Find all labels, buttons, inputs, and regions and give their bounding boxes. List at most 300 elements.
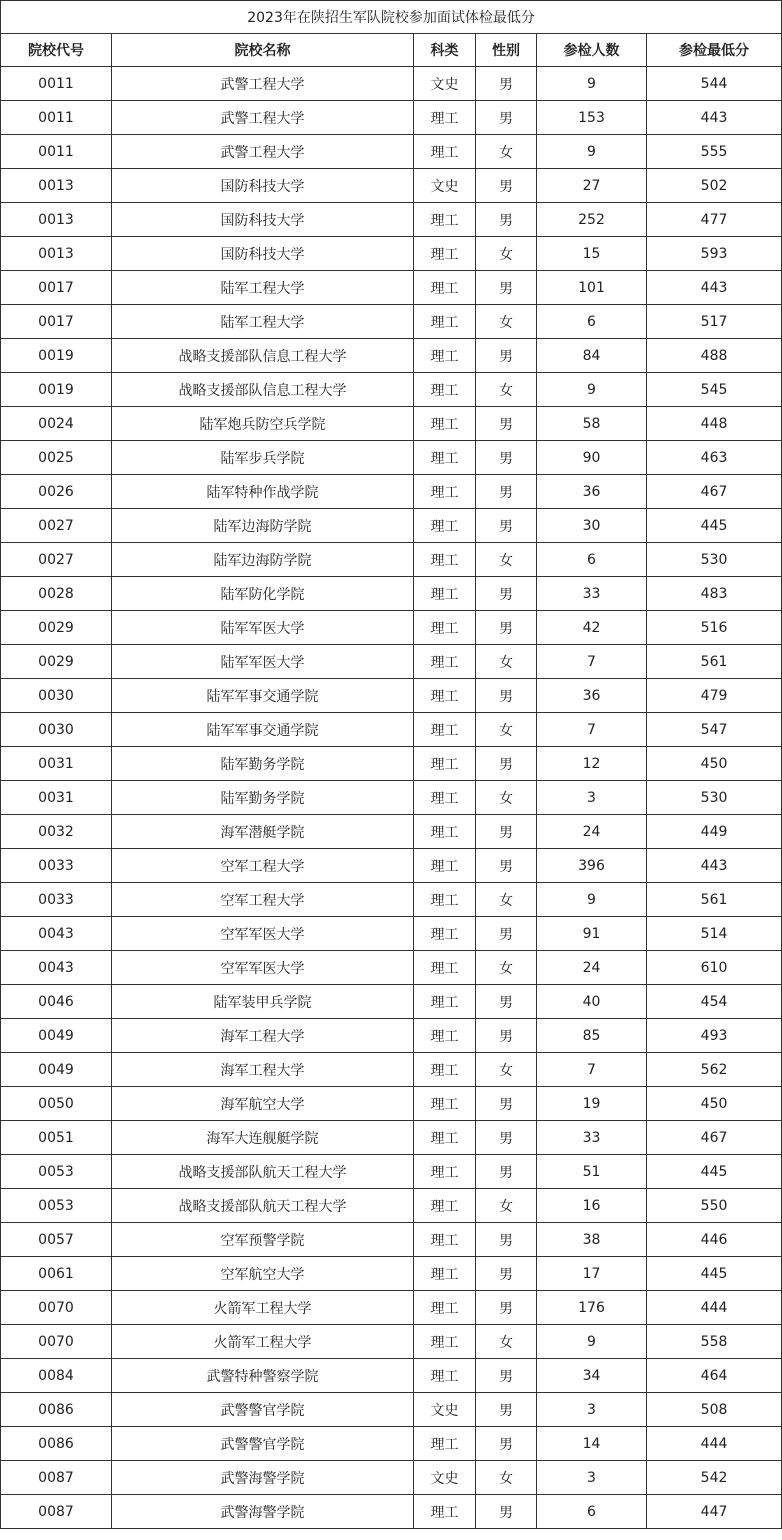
cell-school-name: 空军军医大学 <box>112 951 414 985</box>
cell-exam-count: 58 <box>537 407 647 441</box>
cell-school-code: 0019 <box>1 373 112 407</box>
cell-subject: 文史 <box>414 1393 476 1427</box>
cell-exam-count: 15 <box>537 237 647 271</box>
cell-school-code: 0033 <box>1 849 112 883</box>
cell-exam-count: 16 <box>537 1189 647 1223</box>
cell-school-code: 0057 <box>1 1223 112 1257</box>
cell-school-code: 0030 <box>1 713 112 747</box>
cell-min-score: 445 <box>647 509 782 543</box>
table-row <box>1 1087 782 1121</box>
cell-subject: 理工 <box>414 1427 476 1461</box>
table-row <box>1 1325 782 1359</box>
cell-subject: 理工 <box>414 1257 476 1291</box>
cell-subject: 理工 <box>414 543 476 577</box>
cell-min-score: 444 <box>647 1427 782 1461</box>
cell-min-score: 502 <box>647 169 782 203</box>
cell-school-name: 空军工程大学 <box>112 883 414 917</box>
cell-gender: 男 <box>476 849 537 883</box>
cell-subject: 理工 <box>414 611 476 645</box>
cell-gender: 男 <box>476 441 537 475</box>
cell-school-name: 陆军边海防学院 <box>112 509 414 543</box>
cell-subject: 理工 <box>414 1325 476 1359</box>
cell-exam-count: 17 <box>537 1257 647 1291</box>
cell-min-score: 448 <box>647 407 782 441</box>
cell-school-name: 火箭军工程大学 <box>112 1325 414 1359</box>
cell-school-code: 0026 <box>1 475 112 509</box>
cell-min-score: 558 <box>647 1325 782 1359</box>
cell-gender: 女 <box>476 951 537 985</box>
cell-subject: 理工 <box>414 203 476 237</box>
cell-subject: 理工 <box>414 985 476 1019</box>
cell-min-score: 514 <box>647 917 782 951</box>
cell-school-name: 海军潜艇学院 <box>112 815 414 849</box>
cell-min-score: 467 <box>647 1121 782 1155</box>
cell-gender: 男 <box>476 407 537 441</box>
table-row <box>1 1427 782 1461</box>
cell-gender: 男 <box>476 1257 537 1291</box>
table-row <box>1 441 782 475</box>
table-row <box>1 781 782 815</box>
cell-gender: 男 <box>476 1393 537 1427</box>
cell-school-name: 陆军勤务学院 <box>112 747 414 781</box>
cell-min-score: 530 <box>647 781 782 815</box>
cell-exam-count: 36 <box>537 679 647 713</box>
cell-school-code: 0030 <box>1 679 112 713</box>
cell-exam-count: 42 <box>537 611 647 645</box>
cell-subject: 理工 <box>414 679 476 713</box>
cell-gender: 男 <box>476 1087 537 1121</box>
cell-subject: 理工 <box>414 305 476 339</box>
cell-subject: 理工 <box>414 577 476 611</box>
cell-school-code: 0019 <box>1 339 112 373</box>
header-min-score: 参检最低分 <box>647 34 782 67</box>
cell-school-code: 0017 <box>1 271 112 305</box>
cell-school-code: 0087 <box>1 1461 112 1495</box>
cell-school-name: 战略支援部队信息工程大学 <box>112 339 414 373</box>
cell-gender: 男 <box>476 747 537 781</box>
cell-gender: 男 <box>476 1223 537 1257</box>
cell-gender: 男 <box>476 577 537 611</box>
cell-exam-count: 90 <box>537 441 647 475</box>
cell-exam-count: 176 <box>537 1291 647 1325</box>
cell-school-name: 陆军炮兵防空兵学院 <box>112 407 414 441</box>
table-row <box>1 917 782 951</box>
cell-exam-count: 51 <box>537 1155 647 1189</box>
cell-gender: 女 <box>476 713 537 747</box>
cell-min-score: 561 <box>647 645 782 679</box>
cell-gender: 男 <box>476 475 537 509</box>
cell-min-score: 454 <box>647 985 782 1019</box>
cell-min-score: 516 <box>647 611 782 645</box>
cell-school-code: 0053 <box>1 1155 112 1189</box>
table-row <box>1 509 782 543</box>
cell-school-code: 0027 <box>1 509 112 543</box>
table-row <box>1 271 782 305</box>
cell-school-name: 战略支援部队信息工程大学 <box>112 373 414 407</box>
cell-school-name: 陆军装甲兵学院 <box>112 985 414 1019</box>
cell-school-name: 海军航空大学 <box>112 1087 414 1121</box>
cell-exam-count: 30 <box>537 509 647 543</box>
cell-school-name: 空军预警学院 <box>112 1223 414 1257</box>
cell-school-code: 0053 <box>1 1189 112 1223</box>
header-gender: 性别 <box>476 34 537 67</box>
cell-min-score: 544 <box>647 67 782 101</box>
cell-min-score: 517 <box>647 305 782 339</box>
header-exam-count: 参检人数 <box>537 34 647 67</box>
cell-exam-count: 12 <box>537 747 647 781</box>
cell-exam-count: 19 <box>537 1087 647 1121</box>
cell-exam-count: 7 <box>537 713 647 747</box>
cell-min-score: 493 <box>647 1019 782 1053</box>
cell-gender: 男 <box>476 1291 537 1325</box>
cell-min-score: 555 <box>647 135 782 169</box>
cell-exam-count: 9 <box>537 1325 647 1359</box>
cell-subject: 理工 <box>414 1155 476 1189</box>
cell-school-code: 0011 <box>1 67 112 101</box>
cell-school-code: 0043 <box>1 917 112 951</box>
cell-subject: 理工 <box>414 883 476 917</box>
cell-school-name: 战略支援部队航天工程大学 <box>112 1189 414 1223</box>
cell-subject: 理工 <box>414 135 476 169</box>
cell-min-score: 443 <box>647 271 782 305</box>
cell-school-code: 0031 <box>1 747 112 781</box>
cell-gender: 女 <box>476 543 537 577</box>
cell-gender: 男 <box>476 509 537 543</box>
cell-school-name: 武警工程大学 <box>112 67 414 101</box>
cell-school-name: 陆军军医大学 <box>112 645 414 679</box>
table-row <box>1 169 782 203</box>
cell-gender: 男 <box>476 1427 537 1461</box>
cell-gender: 女 <box>476 1053 537 1087</box>
cell-exam-count: 38 <box>537 1223 647 1257</box>
table-row <box>1 1189 782 1223</box>
cell-exam-count: 24 <box>537 815 647 849</box>
cell-exam-count: 6 <box>537 543 647 577</box>
table-row <box>1 747 782 781</box>
header-school-name: 院校名称 <box>112 34 414 67</box>
cell-school-code: 0024 <box>1 407 112 441</box>
cell-subject: 理工 <box>414 1291 476 1325</box>
table-row <box>1 475 782 509</box>
cell-subject: 理工 <box>414 407 476 441</box>
table-row <box>1 305 782 339</box>
cell-school-code: 0013 <box>1 169 112 203</box>
cell-gender: 男 <box>476 169 537 203</box>
cell-gender: 女 <box>476 883 537 917</box>
cell-school-code: 0061 <box>1 1257 112 1291</box>
cell-school-code: 0070 <box>1 1291 112 1325</box>
cell-subject: 理工 <box>414 815 476 849</box>
cell-exam-count: 33 <box>537 1121 647 1155</box>
header-row <box>1 34 782 67</box>
cell-school-name: 陆军防化学院 <box>112 577 414 611</box>
table-row <box>1 543 782 577</box>
cell-min-score: 445 <box>647 1155 782 1189</box>
table-row <box>1 135 782 169</box>
cell-min-score: 477 <box>647 203 782 237</box>
cell-school-code: 0033 <box>1 883 112 917</box>
cell-school-code: 0049 <box>1 1019 112 1053</box>
cell-gender: 女 <box>476 135 537 169</box>
cell-school-code: 0013 <box>1 237 112 271</box>
table-row <box>1 1359 782 1393</box>
cell-exam-count: 34 <box>537 1359 647 1393</box>
cell-exam-count: 33 <box>537 577 647 611</box>
cell-gender: 男 <box>476 271 537 305</box>
table-row <box>1 67 782 101</box>
cell-exam-count: 3 <box>537 1461 647 1495</box>
cell-school-name: 陆军工程大学 <box>112 305 414 339</box>
cell-gender: 男 <box>476 917 537 951</box>
cell-min-score: 508 <box>647 1393 782 1427</box>
cell-gender: 男 <box>476 611 537 645</box>
cell-subject: 理工 <box>414 1495 476 1529</box>
table-body <box>1 67 782 1529</box>
cell-exam-count: 252 <box>537 203 647 237</box>
cell-school-name: 国防科技大学 <box>112 237 414 271</box>
cell-school-name: 陆军军事交通学院 <box>112 679 414 713</box>
cell-exam-count: 153 <box>537 101 647 135</box>
table-row <box>1 339 782 373</box>
table-row <box>1 611 782 645</box>
cell-min-score: 483 <box>647 577 782 611</box>
cell-min-score: 562 <box>647 1053 782 1087</box>
cell-subject: 理工 <box>414 747 476 781</box>
cell-min-score: 450 <box>647 747 782 781</box>
cell-exam-count: 24 <box>537 951 647 985</box>
header-subject: 科类 <box>414 34 476 67</box>
cell-min-score: 550 <box>647 1189 782 1223</box>
table-row <box>1 883 782 917</box>
table-row <box>1 849 782 883</box>
cell-subject: 理工 <box>414 1121 476 1155</box>
table-row <box>1 1257 782 1291</box>
table-row <box>1 645 782 679</box>
cell-school-name: 海军工程大学 <box>112 1019 414 1053</box>
cell-gender: 男 <box>476 203 537 237</box>
cell-gender: 男 <box>476 339 537 373</box>
table-row <box>1 237 782 271</box>
table-row <box>1 713 782 747</box>
cell-exam-count: 85 <box>537 1019 647 1053</box>
cell-gender: 女 <box>476 237 537 271</box>
cell-subject: 理工 <box>414 645 476 679</box>
cell-gender: 女 <box>476 1325 537 1359</box>
cell-school-name: 武警警官学院 <box>112 1427 414 1461</box>
cell-exam-count: 91 <box>537 917 647 951</box>
cell-subject: 理工 <box>414 475 476 509</box>
table-row <box>1 407 782 441</box>
cell-school-name: 陆军军医大学 <box>112 611 414 645</box>
cell-subject: 文史 <box>414 1461 476 1495</box>
cell-exam-count: 3 <box>537 1393 647 1427</box>
cell-subject: 理工 <box>414 1189 476 1223</box>
cell-school-code: 0031 <box>1 781 112 815</box>
cell-exam-count: 9 <box>537 135 647 169</box>
cell-school-name: 武警特种警察学院 <box>112 1359 414 1393</box>
cell-school-name: 国防科技大学 <box>112 169 414 203</box>
cell-gender: 男 <box>476 815 537 849</box>
cell-school-name: 空军工程大学 <box>112 849 414 883</box>
cell-subject: 理工 <box>414 1223 476 1257</box>
table-row <box>1 985 782 1019</box>
cell-school-name: 陆军工程大学 <box>112 271 414 305</box>
cell-school-code: 0013 <box>1 203 112 237</box>
table-row <box>1 1223 782 1257</box>
cell-school-name: 武警海警学院 <box>112 1495 414 1529</box>
cell-min-score: 445 <box>647 1257 782 1291</box>
title-row <box>1 1 782 34</box>
cell-exam-count: 9 <box>537 67 647 101</box>
cell-school-code: 0086 <box>1 1427 112 1461</box>
table-row <box>1 1461 782 1495</box>
cell-school-code: 0070 <box>1 1325 112 1359</box>
cell-subject: 理工 <box>414 1019 476 1053</box>
table-row <box>1 1393 782 1427</box>
cell-min-score: 447 <box>647 1495 782 1529</box>
cell-subject: 理工 <box>414 951 476 985</box>
cell-school-name: 陆军军事交通学院 <box>112 713 414 747</box>
table-title: 2023年在陕招生军队院校参加面试体检最低分 <box>1 1 782 34</box>
cell-school-name: 海军大连舰艇学院 <box>112 1121 414 1155</box>
cell-subject: 理工 <box>414 339 476 373</box>
cell-exam-count: 6 <box>537 305 647 339</box>
table-row <box>1 679 782 713</box>
cell-min-score: 479 <box>647 679 782 713</box>
cell-exam-count: 9 <box>537 373 647 407</box>
table-row <box>1 577 782 611</box>
cell-gender: 女 <box>476 645 537 679</box>
cell-school-code: 0050 <box>1 1087 112 1121</box>
cell-school-code: 0029 <box>1 645 112 679</box>
cell-school-code: 0051 <box>1 1121 112 1155</box>
cell-school-code: 0025 <box>1 441 112 475</box>
cell-exam-count: 101 <box>537 271 647 305</box>
cell-gender: 女 <box>476 305 537 339</box>
cell-gender: 女 <box>476 781 537 815</box>
table-row <box>1 101 782 135</box>
cell-subject: 理工 <box>414 1053 476 1087</box>
cell-gender: 男 <box>476 1155 537 1189</box>
cell-subject: 理工 <box>414 237 476 271</box>
cell-min-score: 530 <box>647 543 782 577</box>
cell-exam-count: 7 <box>537 645 647 679</box>
cell-gender: 女 <box>476 373 537 407</box>
cell-min-score: 449 <box>647 815 782 849</box>
cell-min-score: 545 <box>647 373 782 407</box>
cell-gender: 男 <box>476 67 537 101</box>
cell-school-code: 0049 <box>1 1053 112 1087</box>
cell-exam-count: 27 <box>537 169 647 203</box>
table-row <box>1 951 782 985</box>
cell-school-code: 0087 <box>1 1495 112 1529</box>
cell-school-name: 陆军边海防学院 <box>112 543 414 577</box>
cell-exam-count: 7 <box>537 1053 647 1087</box>
cell-exam-count: 396 <box>537 849 647 883</box>
cell-min-score: 561 <box>647 883 782 917</box>
cell-min-score: 464 <box>647 1359 782 1393</box>
cell-subject: 理工 <box>414 271 476 305</box>
cell-gender: 男 <box>476 1359 537 1393</box>
cell-school-code: 0017 <box>1 305 112 339</box>
cell-school-name: 武警工程大学 <box>112 135 414 169</box>
cell-subject: 理工 <box>414 101 476 135</box>
cell-min-score: 488 <box>647 339 782 373</box>
cell-school-code: 0011 <box>1 101 112 135</box>
table-row <box>1 373 782 407</box>
cell-subject: 理工 <box>414 713 476 747</box>
cell-school-name: 陆军步兵学院 <box>112 441 414 475</box>
table-row <box>1 1121 782 1155</box>
table-row <box>1 1291 782 1325</box>
cell-subject: 理工 <box>414 781 476 815</box>
cell-exam-count: 3 <box>537 781 647 815</box>
cell-exam-count: 9 <box>537 883 647 917</box>
table-row <box>1 1019 782 1053</box>
cell-min-score: 547 <box>647 713 782 747</box>
cell-school-code: 0011 <box>1 135 112 169</box>
cell-school-code: 0028 <box>1 577 112 611</box>
cell-subject: 理工 <box>414 917 476 951</box>
cell-school-name: 陆军勤务学院 <box>112 781 414 815</box>
cell-gender: 男 <box>476 101 537 135</box>
cell-min-score: 463 <box>647 441 782 475</box>
cell-subject: 理工 <box>414 849 476 883</box>
cell-school-code: 0043 <box>1 951 112 985</box>
cell-subject: 文史 <box>414 67 476 101</box>
cell-exam-count: 6 <box>537 1495 647 1529</box>
table-row <box>1 1053 782 1087</box>
cell-min-score: 444 <box>647 1291 782 1325</box>
cell-min-score: 610 <box>647 951 782 985</box>
cell-min-score: 446 <box>647 1223 782 1257</box>
table-row <box>1 1155 782 1189</box>
cell-school-code: 0032 <box>1 815 112 849</box>
cell-school-name: 武警海警学院 <box>112 1461 414 1495</box>
cell-min-score: 443 <box>647 849 782 883</box>
cell-school-name: 武警警官学院 <box>112 1393 414 1427</box>
cell-school-code: 0046 <box>1 985 112 1019</box>
table-row <box>1 1495 782 1529</box>
cell-min-score: 467 <box>647 475 782 509</box>
cell-school-name: 空军军医大学 <box>112 917 414 951</box>
cell-subject: 文史 <box>414 169 476 203</box>
cell-gender: 女 <box>476 1189 537 1223</box>
cell-subject: 理工 <box>414 509 476 543</box>
cell-gender: 男 <box>476 1495 537 1529</box>
cell-gender: 男 <box>476 1121 537 1155</box>
cell-subject: 理工 <box>414 441 476 475</box>
cell-min-score: 443 <box>647 101 782 135</box>
cell-exam-count: 40 <box>537 985 647 1019</box>
cell-gender: 女 <box>476 1461 537 1495</box>
table-row <box>1 815 782 849</box>
cell-school-name: 空军航空大学 <box>112 1257 414 1291</box>
cell-school-name: 海军工程大学 <box>112 1053 414 1087</box>
cell-exam-count: 36 <box>537 475 647 509</box>
cell-school-code: 0027 <box>1 543 112 577</box>
cell-min-score: 450 <box>647 1087 782 1121</box>
cell-min-score: 542 <box>647 1461 782 1495</box>
cell-exam-count: 14 <box>537 1427 647 1461</box>
table-row <box>1 203 782 237</box>
cell-gender: 男 <box>476 1019 537 1053</box>
cell-school-name: 陆军特种作战学院 <box>112 475 414 509</box>
cell-school-code: 0029 <box>1 611 112 645</box>
cell-school-name: 火箭军工程大学 <box>112 1291 414 1325</box>
cell-min-score: 593 <box>647 237 782 271</box>
cell-school-code: 0084 <box>1 1359 112 1393</box>
